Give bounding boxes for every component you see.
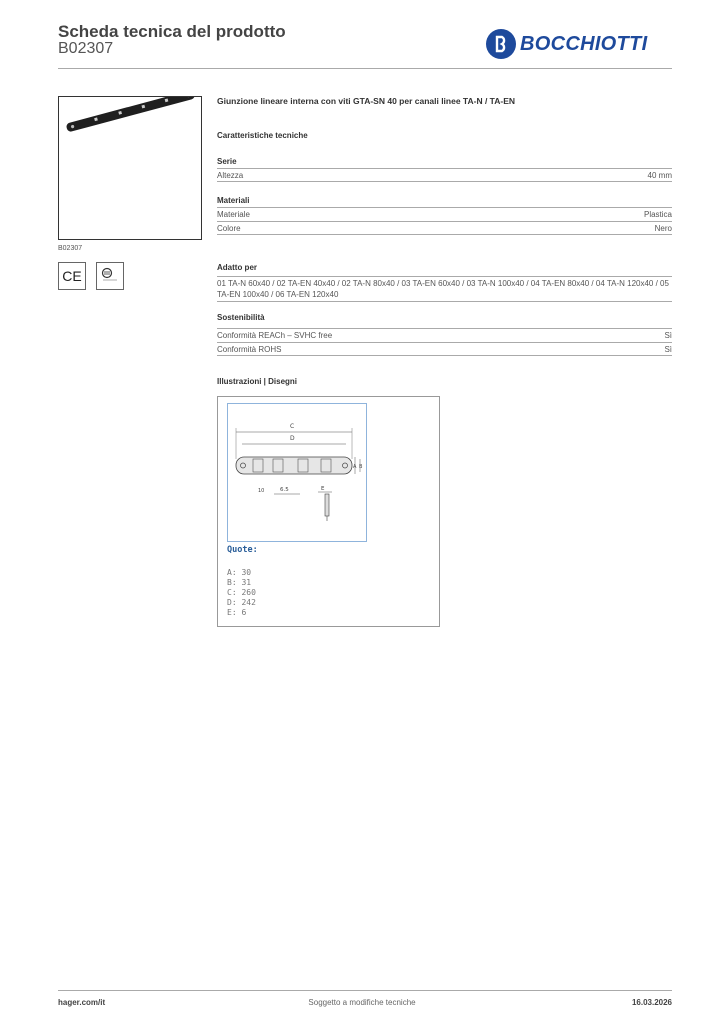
footer-date: 16.03.2026 [631,998,672,1007]
quote-item: E: 6 [227,608,247,617]
sostenibilita-heading: Sostenibilità [217,313,265,322]
spec-row-colore [217,221,672,235]
quote-item: A: 30 [227,568,252,577]
dim-c-label: C [290,423,295,430]
dim-b-label: B [359,464,363,470]
spec-value: Nero [654,223,672,233]
quote-item: B: 31 [227,578,252,587]
specs-section-title: Caratteristiche tecniche [217,131,308,140]
dim-e-label: E [321,486,325,492]
spec-label: Materiale [217,210,250,219]
brand-logo [486,29,647,59]
product-title: Giunzione lineare interna con viti GTA-SN 40 per canali linee TA-N / TA-EN [217,96,516,106]
quote-title: Quote: [227,545,258,555]
dim-d-label: D [290,435,295,442]
footer-website-link[interactable]: hager.com/it [58,998,106,1007]
compatible-products-text: 01 TA-N 60x40 / 02 TA-EN 40x40 / 02 TA-N 80x40 / 03 TA-EN 60x40 / 03 TA-N 100x40 / 04 TA-EN 80x40 / 04 TA-N 120x40 / 05 TA-EN 100x40 / 06 TA-EN 120x40 [217,276,672,300]
brand-name: BOCCHIOTTI [520,32,648,55]
spec-label: Altezza [217,170,244,180]
quote-item: C: 260 [227,588,256,597]
spec-row-rohs [217,342,672,356]
adatto-heading: Adatto per [217,263,257,272]
spec-row-reach [217,328,672,342]
spec-value: Plastica [643,210,672,219]
product-image [58,96,202,240]
spec-value: Sì [664,344,672,354]
bocchiotti-logo-icon [486,29,516,59]
page-title: Scheda tecnica del prodotto [58,22,286,41]
spec-row-altezza [217,168,672,182]
product-image-caption: B02307 [58,245,83,252]
imq-mark-icon [96,262,124,290]
technical-drawing-panel [217,396,440,627]
dim-height-label: 10 [258,488,265,494]
spec-label: Colore [217,223,241,233]
footer-note: Soggetto a modifiche tecniche [308,998,416,1007]
ce-mark-icon [58,262,86,290]
serie-heading: Serie [217,157,237,166]
dimension-drawing [227,403,367,542]
ce-mark-label: CE [62,268,82,284]
spec-value: Sì [664,331,672,340]
adatto-divider [217,301,672,302]
product-code-heading: B02307 [58,40,114,57]
dim-a-label: A [353,464,357,470]
footer-divider [58,990,672,991]
spec-label: Conformità ROHS [217,344,282,354]
quote-item: D: 242 [227,598,256,607]
spec-value: 40 mm [647,170,672,180]
materiali-heading: Materiali [217,196,250,205]
dim-pitch-label: 6.5 [280,487,289,493]
spec-row-materiale [217,207,672,221]
illustrations-heading: Illustrazioni | Disegni [217,377,298,386]
header-divider [58,68,672,69]
quote-list [227,568,256,618]
spec-label: Conformità REACh – SVHC free [217,331,333,340]
